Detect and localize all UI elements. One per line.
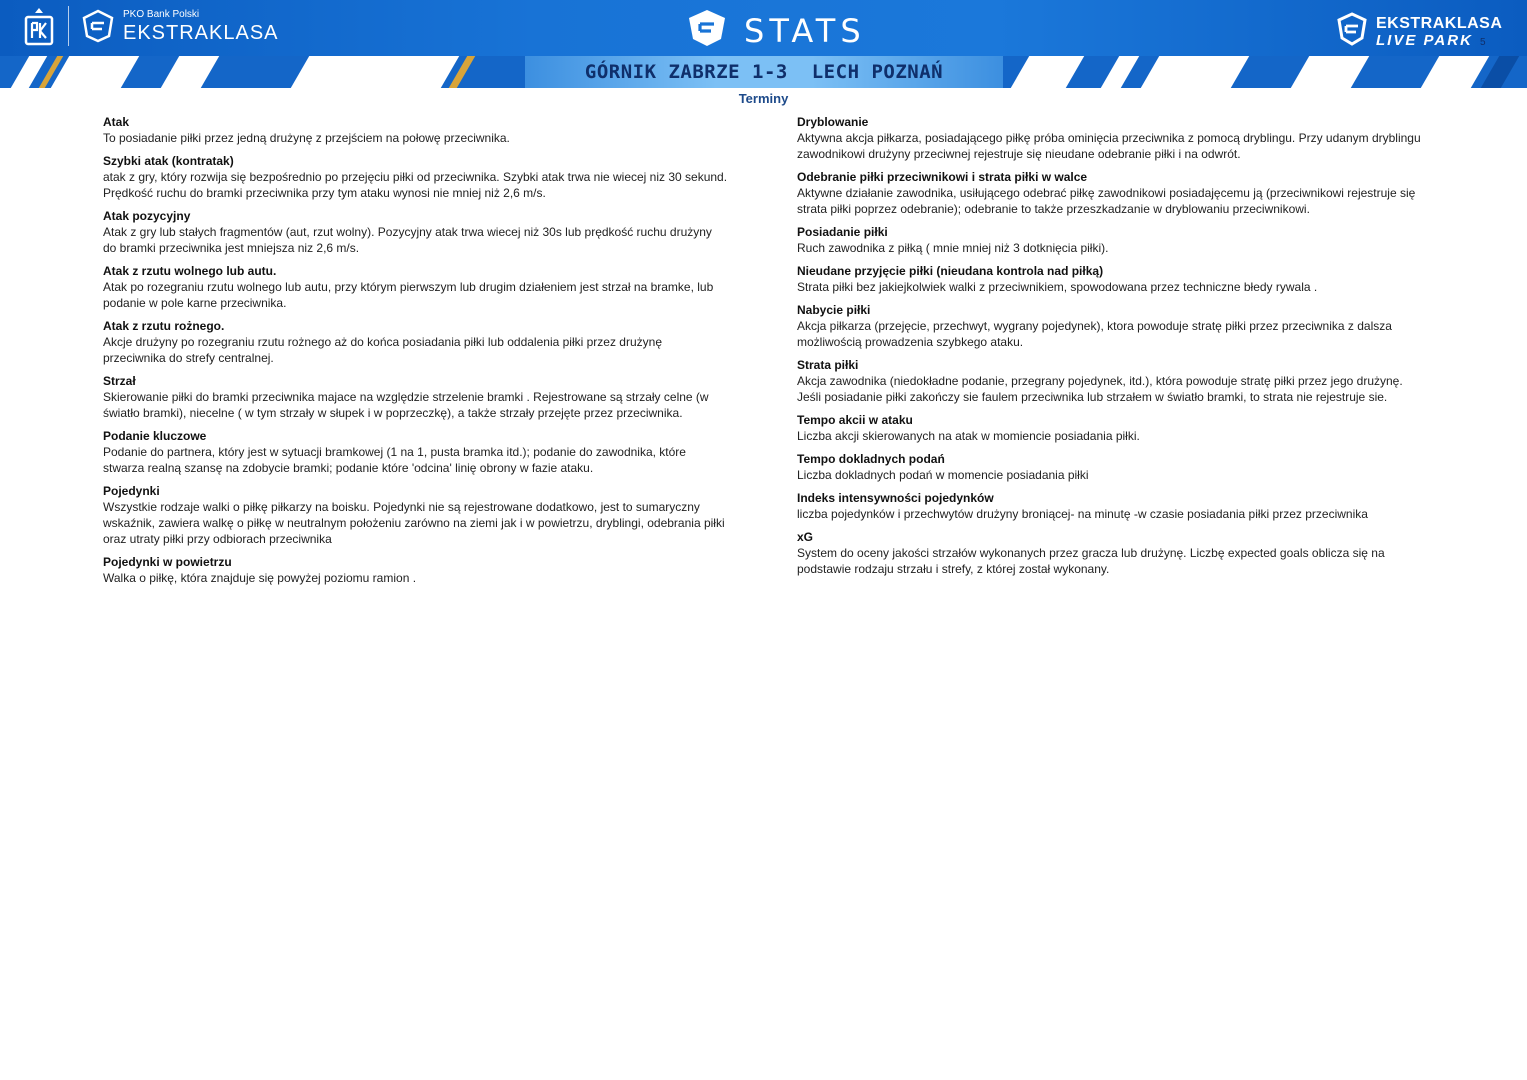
- term-item: [103, 114, 728, 146]
- term-definition: atak z gry, który rozwija się bezpośrednio po przejęciu piłki od przeciwnika. Szybki atak trwa nie wiecej niz 30 sekund. Prędkość ruchu do bramki przeciwnika przy tym ataku wynosi nie mniej niż 2,6 m/s.: [103, 170, 728, 200]
- ekstraklasa-label: EKSTRAKLASA: [123, 21, 279, 44]
- term-item: [797, 263, 1422, 295]
- term-definition: liczba pojedynków i przechwytów drużyny broniącej- na minutę -w czasie posiadania piłki przez przeciwnika: [797, 507, 1368, 521]
- decor-stripe: [1141, 56, 1249, 88]
- term-title: Pojedynki: [103, 484, 160, 498]
- term-item: [797, 451, 1422, 483]
- term-item: [103, 318, 728, 366]
- term-item: [103, 483, 728, 547]
- term-title: Szybki atak (kontratak): [103, 154, 234, 168]
- term-definition: Aktywna akcja piłkarza, posiadającego piłkę próba ominięcia przeciwnika z pomocą dryblingu. Przy udanym dryblingu zawodnikowi drużyny przeciwnej rejestruje się nieudane odebranie piłki i na odwrót.: [797, 131, 1421, 161]
- term-definition: Ruch zawodnika z piłką ( mnie mniej niż 3 dotknięcia piłki).: [797, 241, 1109, 255]
- term-title: Nieudane przyjęcie piłki (nieudana kontrola nad piłką): [797, 264, 1104, 278]
- term-item: [103, 208, 728, 256]
- term-title: Atak z rzutu rożnego.: [103, 319, 225, 333]
- match-title-bar: [525, 56, 1003, 88]
- term-title: Tempo akcii w ataku: [797, 413, 913, 427]
- term-item: [103, 263, 728, 311]
- live-park-badge-icon: [1336, 12, 1368, 51]
- pko-ekstraklasa-logo: [22, 6, 279, 46]
- term-item: [797, 224, 1422, 256]
- term-title: Strata piłki: [797, 358, 859, 372]
- term-item: [797, 490, 1422, 522]
- term-definition: Podanie do partnera, który jest w sytuacji bramkowej (1 na 1, pusta bramka itd.); podanie do zawodnika, które stwarza realną szansę na zdobycie bramki; podanie które 'odcina' linię obrony w fazie ataku.: [103, 445, 686, 475]
- term-title: Odebranie piłki przeciwnikowi i strata piłki w walce: [797, 170, 1088, 184]
- term-definition: To posiadanie piłki przez jedną drużynę z przejściem na połowę przeciwnika.: [103, 131, 510, 145]
- term-definition: Aktywne działanie zawodnika, usiłującego odebrać piłkę zawodnikowi posiadajęcemu ją (przeciwnikowi rejestruje się strata piłki poprzez odebranie); odebranie to także przeszkadzanie w dryblowaniu przeciwnikowi.: [797, 186, 1416, 216]
- term-item: [103, 153, 728, 201]
- live-park-line2: LIVE PARK: [1376, 31, 1473, 49]
- stats-logo: [686, 8, 866, 53]
- ekstraklasa-live-park-logo: [1336, 12, 1502, 51]
- term-title: Dryblowanie: [797, 115, 869, 129]
- term-definition: System do oceny jakości strzałów wykonanych przez gracza lub drużynę. Liczbę expected goals oblicza się na podstawie rodzaju strzału i strefy, z której został wykonany.: [797, 546, 1385, 576]
- term-title: Indeks intensywności pojedynków: [797, 491, 994, 505]
- term-item: [797, 114, 1422, 162]
- decor-stripe: [291, 56, 459, 88]
- pko-bank-label: PKO Bank Polski: [123, 8, 200, 20]
- term-title: Atak z rzutu wolnego lub autu.: [103, 264, 277, 278]
- term-item: [103, 428, 728, 476]
- term-definition: Akcja piłkarza (przejęcie, przechwyt, wygrany pojedynek), ktora powoduje stratę piłki przez przeciwnika z dalsza możliwością prowadzenia szybkego ataku.: [797, 319, 1392, 349]
- term-item: [797, 169, 1422, 217]
- term-definition: Strata piłki bez jakiejkolwiek walki z przeciwnikiem, spowodowana przez techniczne błedy rywala .: [797, 280, 1318, 294]
- section-title: Terminy: [738, 91, 789, 106]
- match-title: GÓRNIK ZABRZE 1-3 LECH POZNAŃ: [584, 61, 944, 83]
- term-item: [797, 357, 1422, 405]
- term-definition: Skierowanie piłki do bramki przeciwnika majace na względzie strzelenie bramki . Rejestrowane są strzały celne (w światło bramki), niecelne ( w tym strzały w słupek i w poprzeczkę), a także strzały przejęte przez przeciwnika.: [103, 390, 709, 420]
- term-title: Atak pozycyjny: [103, 209, 191, 223]
- ekstraklasa-badge-icon: [81, 9, 115, 43]
- term-item: [797, 412, 1422, 444]
- term-item: [797, 529, 1422, 577]
- term-item: [797, 302, 1422, 350]
- term-title: Posiadanie piłki: [797, 225, 888, 239]
- term-title: Atak: [103, 115, 130, 129]
- term-title: Nabycie piłki: [797, 303, 871, 317]
- stats-badge-icon: [686, 8, 728, 53]
- term-definition: Akcja zawodnika (niedokładne podanie, przegrany pojedynek, itd.), która powoduje stratę piłki przez jego drużynę. Jeśli posiadanie piłki zakończy sie faulem przeciwnika lub strzałem w światło bramki, to strata nie rejestruje sie.: [797, 374, 1403, 404]
- stats-title: STATS: [744, 11, 866, 50]
- term-definition: Liczba dokladnych podań w momencie posiadania piłki: [797, 468, 1089, 482]
- term-item: [103, 373, 728, 421]
- right-terms-column: [797, 114, 1422, 584]
- header-banner: [0, 0, 1527, 88]
- term-definition: Atak po rozegraniu rzutu wolnego lub autu, przy którym pierwszym lub drugim działeniem jest strzał na bramke, lub podanie w pole karne przeciwnika.: [103, 280, 714, 310]
- term-definition: Atak z gry lub stałych fragmentów (aut, rzut wolny). Pozycyjny atak trwa wiecej niż 30s lub prędkość ruchu drużyny do bramki przeciwnika jest mniejsza niz 2,6 m/s.: [103, 225, 712, 255]
- term-definition: Liczba akcji skierowanych na atak w momiencie posiadania piłki.: [797, 429, 1140, 443]
- term-title: Strzał: [103, 374, 136, 388]
- term-title: Podanie kluczowe: [103, 429, 207, 443]
- term-definition: Akcje drużyny po rozegraniu rzutu rożnego aż do końca posiadania piłki lub oddalenia piłki przez drużynę przeciwnika do strefy centralnej.: [103, 335, 662, 365]
- logo-separator: [68, 6, 69, 46]
- term-definition: Walka o piłkę, która znajduje się powyżej poziomu ramion .: [103, 571, 417, 585]
- term-title: xG: [797, 530, 814, 544]
- term-title: Tempo dokladnych podań: [797, 452, 945, 466]
- term-item: [103, 554, 728, 586]
- pko-icon: [22, 6, 56, 46]
- term-definition: Wszystkie rodzaje walki o piłkę piłkarzy na boisku. Pojedynki nie są rejestrowane dodatkowo, jest to sumaryczny wskaźnik, zawiera walkę o piłkę w neutralnym położeniu zarówno na ziemi jak i w powietrzu, dryblingi, odebrania piłki oraz utraty piłki przy odbiorach przeciwnika: [103, 500, 725, 546]
- left-terms-column: [103, 114, 728, 593]
- term-title: Pojedynki w powietrzu: [103, 555, 232, 569]
- live-park-line1: EKSTRAKLASA: [1376, 14, 1503, 32]
- page-number: 5: [1480, 37, 1486, 48]
